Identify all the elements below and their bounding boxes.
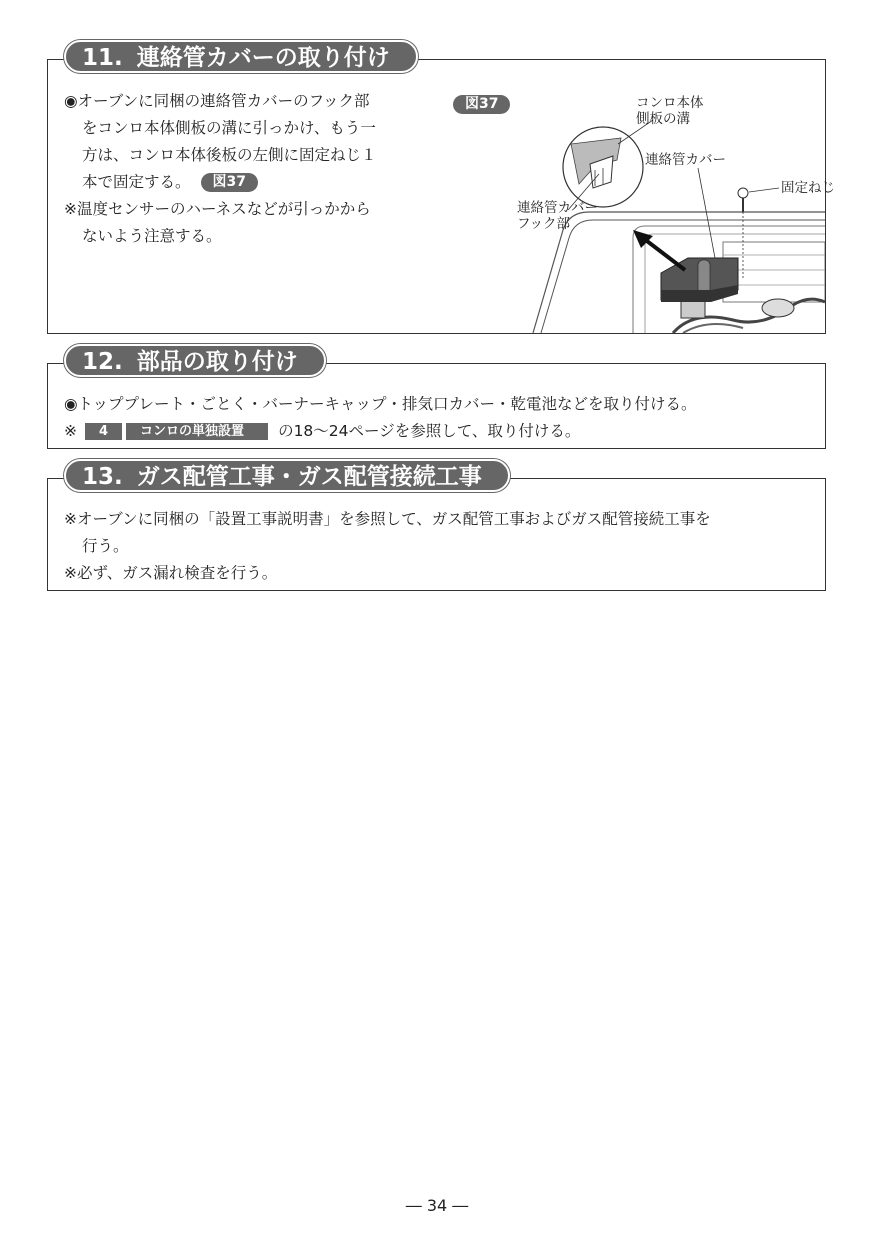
- chapter-ref-number: 4: [85, 423, 122, 440]
- section-11-line-2: をコンロ本体側板の溝に引っかけ、もう一: [82, 119, 376, 137]
- section-12-line-1: ◉トッププレート・ごとく・バーナーキャップ・排気口カバー・乾電池などを取り付ける。: [64, 395, 697, 413]
- section-11-line-1: ◉オーブンに同梱の連絡管カバーのフック部: [64, 92, 370, 110]
- arrow-shaft: [643, 238, 685, 270]
- section-11-number: 11.: [82, 45, 123, 71]
- section-11: [47, 45, 835, 334]
- section-11-line-4-text: 本で固定する。: [82, 173, 191, 191]
- section-12-line-2: [64, 422, 580, 440]
- section-11-heading: [64, 40, 418, 73]
- section-13-line-3: ※必ず、ガス漏れ検査を行う。: [64, 564, 278, 582]
- label-groove: [636, 95, 704, 127]
- section-13: [47, 464, 826, 591]
- label-groove-line-2: 側板の溝: [636, 111, 690, 127]
- cable-connector: [762, 299, 794, 317]
- section-13-heading: [64, 459, 510, 492]
- note-mark: ※: [64, 422, 77, 440]
- leader-screw: [749, 188, 779, 192]
- section-11-line-5: ※温度センサーのハーネスなどが引っかから: [64, 200, 371, 218]
- section-13-line-1: ※オーブンに同梱の「設置工事説明書」を参照して、ガス配管工事およびガス配管接続工事を: [64, 510, 711, 528]
- figure-37-badge: 図37: [453, 95, 510, 114]
- label-groove-line-1: コンロ本体: [636, 95, 704, 111]
- section-12-line-2-text: の18〜24ページを参照して、取り付ける。: [278, 422, 581, 440]
- label-screw: 固定ねじ: [781, 180, 835, 196]
- section-12-heading: [64, 344, 326, 377]
- leader-cover: [698, 168, 715, 258]
- page-number: ― 34 ―: [405, 1196, 469, 1215]
- section-13-title: ガス配管工事・ガス配管接続工事: [136, 464, 482, 490]
- label-hook: [517, 200, 598, 232]
- section-11-line-6: ないよう注意する。: [82, 227, 222, 245]
- section-12-text: [64, 391, 696, 445]
- section-11-text: [64, 88, 377, 250]
- section-12: [47, 349, 826, 449]
- section-13-number: 13.: [82, 464, 123, 490]
- section-11-line-3: 方は、コンロ本体後板の左側に固定ねじ１: [82, 146, 377, 164]
- section-11-line-4: [64, 169, 377, 196]
- label-cover: 連絡管カバー: [645, 152, 726, 168]
- harness-cable-2: [683, 324, 743, 333]
- figure-ref-badge: 図37: [201, 173, 258, 192]
- section-13-line-2: 行う。: [82, 537, 129, 555]
- section-12-title: 部品の取り付け: [136, 349, 298, 375]
- section-13-text: [64, 506, 711, 587]
- section-12-number: 12.: [82, 349, 123, 375]
- section-11-title: 連絡管カバーの取り付け: [136, 45, 390, 71]
- label-hook-line-2: フック部: [517, 216, 571, 232]
- fixing-screw-icon: [738, 188, 748, 198]
- label-hook-line-1: 連絡管カバー: [517, 200, 598, 216]
- figure-37: [453, 90, 835, 333]
- chapter-ref-title: コンロの単独設置: [126, 423, 268, 440]
